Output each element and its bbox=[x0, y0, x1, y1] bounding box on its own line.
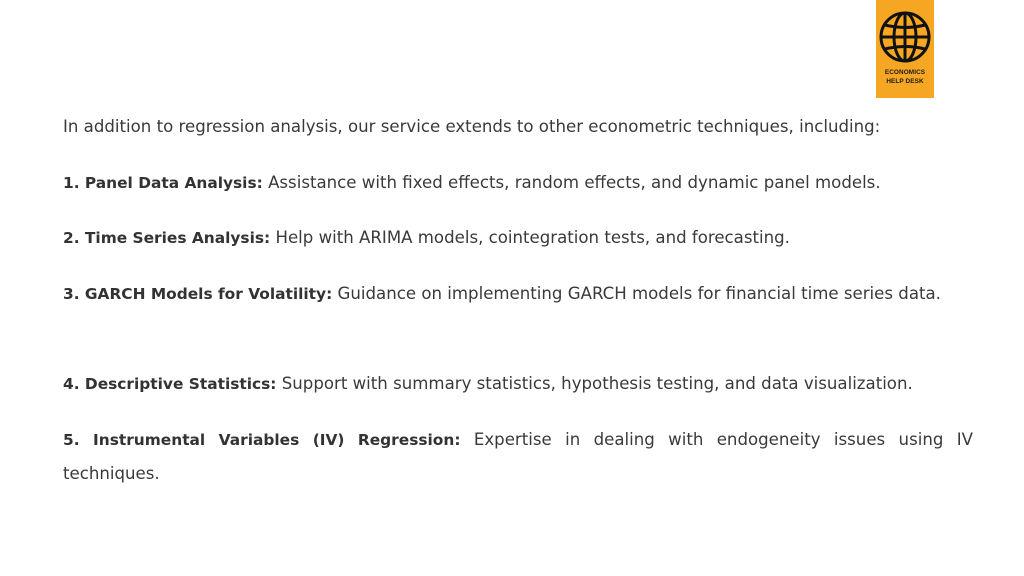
list-item-garch bbox=[63, 277, 973, 311]
list-item-instrumental-variables bbox=[63, 423, 973, 490]
list-item-panel-data bbox=[63, 166, 881, 200]
list-item-heading: 4. Descriptive Statistics: bbox=[63, 375, 277, 393]
logo-text bbox=[876, 69, 934, 86]
list-item-heading: 3. GARCH Models for Volatility: bbox=[63, 285, 333, 303]
list-item-text: Assistance with fixed effects, random effects, and dynamic panel models. bbox=[268, 173, 881, 192]
list-item-text: Help with ARIMA models, cointegration tests, and forecasting. bbox=[275, 228, 790, 247]
list-item-text: Guidance on implementing GARCH models for financial time series data. bbox=[337, 284, 941, 303]
logo-text-line2: HELP DESK bbox=[886, 77, 924, 85]
list-item-heading: 5. Instrumental Variables (IV) Regression: bbox=[63, 431, 461, 449]
list-item-descriptive-statistics bbox=[63, 367, 913, 401]
list-item-text: Expertise in dealing with endogeneity issues using IV techniques. bbox=[63, 430, 973, 483]
list-item-text: Support with summary statistics, hypothesis testing, and data visualization. bbox=[281, 374, 913, 393]
list-item-time-series bbox=[63, 221, 790, 255]
globe-icon bbox=[878, 10, 932, 64]
list-item-heading: 1. Panel Data Analysis: bbox=[63, 174, 263, 192]
list-item-heading: 2. Time Series Analysis: bbox=[63, 229, 271, 247]
economics-help-desk-logo bbox=[876, 0, 934, 98]
intro-paragraph: In addition to regression analysis, our service extends to other econometric techniques, including: bbox=[63, 117, 881, 136]
logo-text-line1: ECONOMICS bbox=[884, 69, 926, 76]
